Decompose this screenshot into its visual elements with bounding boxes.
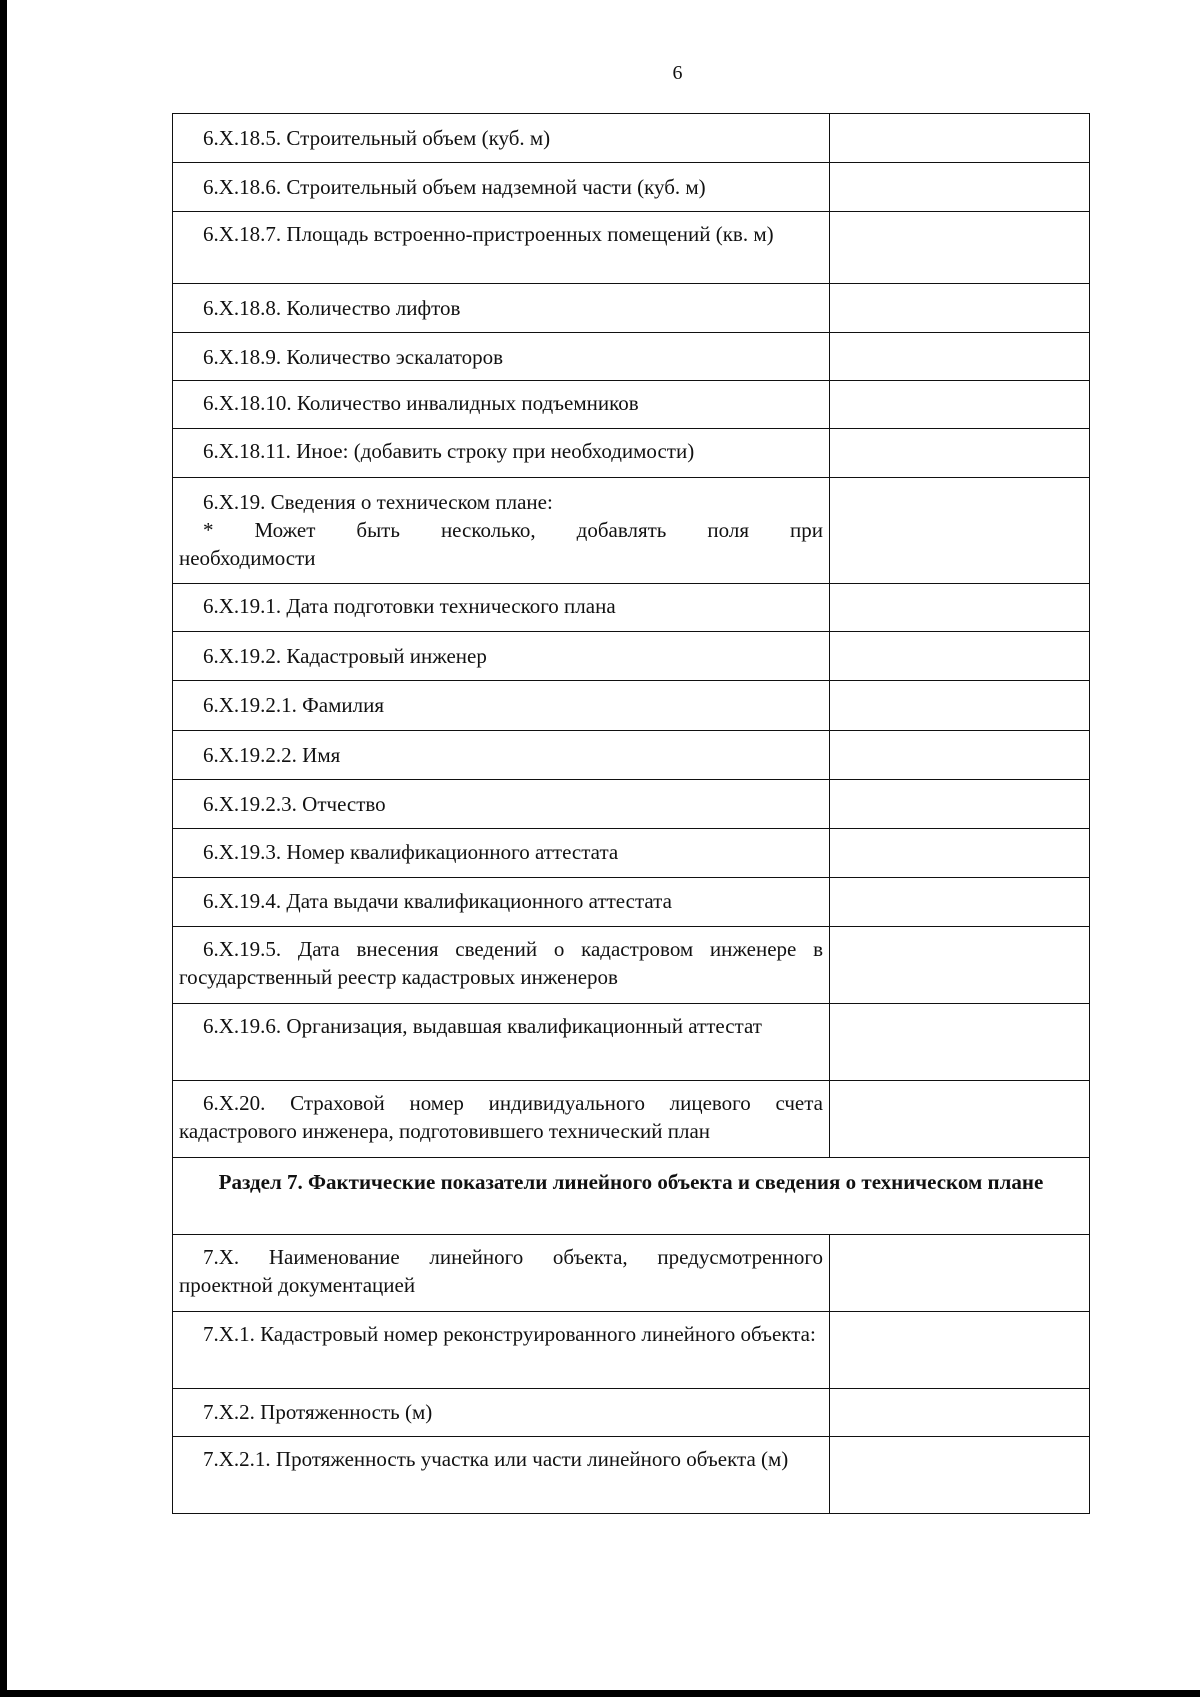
value-field[interactable] [830, 632, 1090, 681]
table-row [173, 878, 1090, 927]
value-field[interactable] [830, 478, 1090, 584]
row-label: 6.X.19.3. Номер квалификационного аттестата [173, 829, 830, 878]
table-row [173, 1081, 1090, 1158]
table-row [173, 1389, 1090, 1437]
table-row [173, 114, 1090, 163]
row-label: 6.X.18.8. Количество лифтов [173, 284, 830, 333]
value-field[interactable] [830, 780, 1090, 829]
row-label: 6.X.19.6. Организация, выдавшая квалификационный аттестат [173, 1004, 830, 1081]
value-field[interactable] [830, 429, 1090, 478]
value-field[interactable] [830, 1437, 1090, 1514]
value-field[interactable] [830, 1235, 1090, 1312]
table-row [173, 584, 1090, 632]
row-label [173, 478, 830, 584]
value-field[interactable] [830, 878, 1090, 927]
row-label: 6.X.19.2. Кадастровый инженер [173, 632, 830, 681]
row-label: 6.X.20. Страховой номер индивидуального лицевого счета кадастрового инженера, подготовившего технический план [173, 1081, 830, 1158]
table-row [173, 381, 1090, 429]
value-field[interactable] [830, 731, 1090, 780]
row-label: 6.X.18.11. Иное: (добавить строку при необходимости) [173, 429, 830, 478]
table-row [173, 731, 1090, 780]
table-row [173, 429, 1090, 478]
value-field[interactable] [830, 681, 1090, 731]
value-field[interactable] [830, 1004, 1090, 1081]
row-label: 6.X.19.5. Дата внесения сведений о кадастровом инженере в государственный реестр кадастровых инженеров [173, 927, 830, 1004]
table-row [173, 333, 1090, 381]
row-label: 6.X.18.9. Количество эскалаторов [173, 333, 830, 381]
value-field[interactable] [830, 829, 1090, 878]
table-row [173, 681, 1090, 731]
table-row [173, 1437, 1090, 1514]
table-row [173, 780, 1090, 829]
table-row [173, 1312, 1090, 1389]
row-label: 6.X.18.7. Площадь встроенно-пристроенных помещений (кв. м) [173, 212, 830, 284]
table-row [173, 927, 1090, 1004]
row-label-note: * Может быть несколько, добавлять поля при [203, 518, 823, 542]
row-label: 6.X.19.1. Дата подготовки технического плана [173, 584, 830, 632]
value-field[interactable] [830, 1312, 1090, 1389]
row-label: 6.X.19.4. Дата выдачи квалификационного аттестата [173, 878, 830, 927]
value-field[interactable] [830, 584, 1090, 632]
row-label: 6.X.18.5. Строительный объем (куб. м) [173, 114, 830, 163]
row-label: 6.X.19.2.3. Отчество [173, 780, 830, 829]
table-row [173, 478, 1090, 584]
row-label: 6.X.18.6. Строительный объем надземной части (куб. м) [173, 163, 830, 212]
row-label: 7.X.2.1. Протяженность участка или части линейного объекта (м) [173, 1437, 830, 1514]
table-row [173, 1004, 1090, 1081]
value-field[interactable] [830, 284, 1090, 333]
page-number: 6 [672, 62, 683, 84]
table-row [173, 632, 1090, 681]
row-label: 7.X.2. Протяженность (м) [173, 1389, 830, 1437]
table-row [173, 163, 1090, 212]
row-label: 7.X.1. Кадастровый номер реконструированного линейного объекта: [173, 1312, 830, 1389]
form-table [172, 113, 1090, 1514]
table-row [173, 212, 1090, 284]
table-row [173, 829, 1090, 878]
value-field[interactable] [830, 114, 1090, 163]
row-label: 6.X.19.2.2. Имя [173, 731, 830, 780]
value-field[interactable] [830, 381, 1090, 429]
value-field[interactable] [830, 333, 1090, 381]
table-row [173, 1235, 1090, 1312]
table-row [173, 284, 1090, 333]
section-heading: Раздел 7. Фактические показатели линейного объекта и сведения о техническом плане [173, 1158, 1090, 1235]
row-label: 6.X.19.2.1. Фамилия [173, 681, 830, 731]
scan-left-border [0, 0, 7, 1697]
value-field[interactable] [830, 927, 1090, 1004]
value-field[interactable] [830, 212, 1090, 284]
value-field[interactable] [830, 1389, 1090, 1437]
section-row [173, 1158, 1090, 1235]
row-label: 6.X.18.10. Количество инвалидных подъемников [173, 381, 830, 429]
row-label-note-cont: необходимости [179, 546, 316, 570]
row-label: 7.X. Наименование линейного объекта, предусмотренного проектной документацией [173, 1235, 830, 1312]
row-label-title: 6.X.19. Сведения о техническом плане: [203, 490, 553, 514]
scan-bottom-border [0, 1690, 1200, 1697]
value-field[interactable] [830, 1081, 1090, 1158]
value-field[interactable] [830, 163, 1090, 212]
